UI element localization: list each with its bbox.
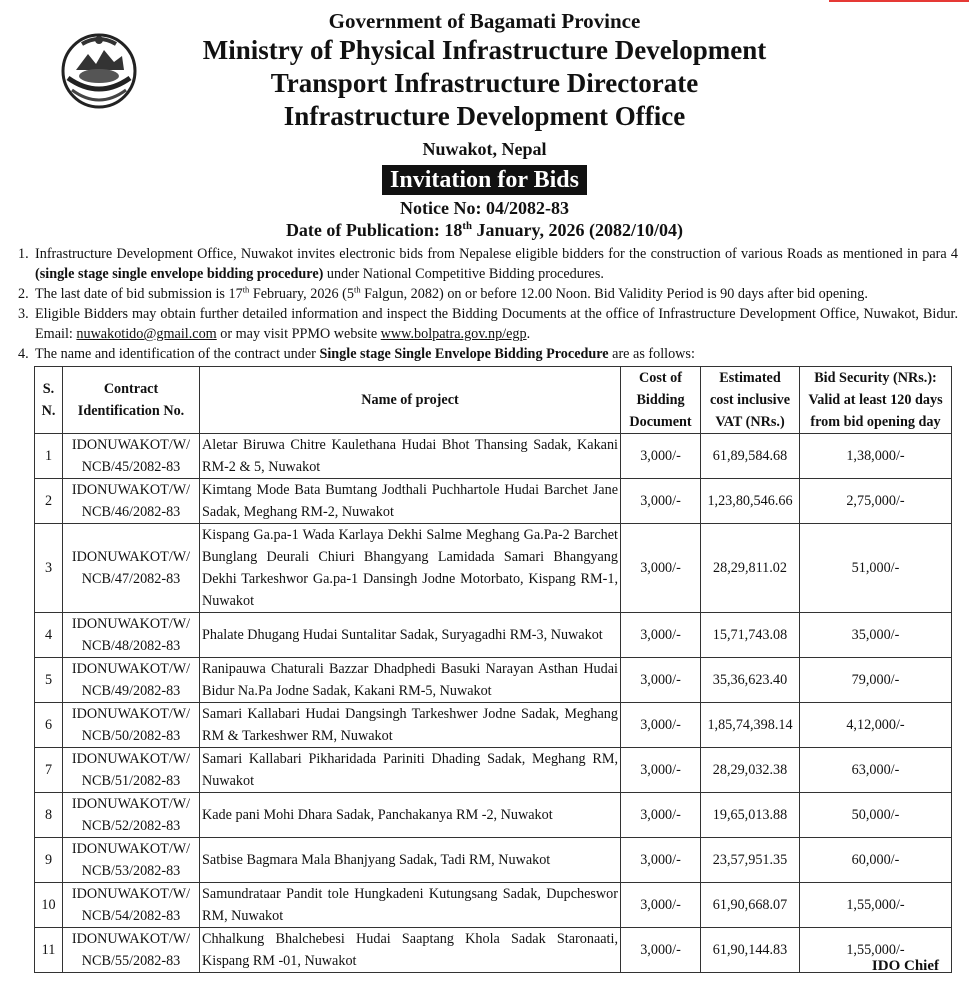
cell-project-name: Ranipauwa Chaturali Bazzar Dhadphedi Basuki Narayan Asthan Hudai Bidur Na.Pa Jodne Sadak, Kakani RM-5, Nuwakot	[200, 658, 621, 703]
cell-sn: 7	[35, 748, 63, 793]
email-link[interactable]: nuwakotido@gmail.com	[76, 326, 217, 342]
cell-bid-security: 2,75,000/-	[800, 479, 952, 524]
table-row	[35, 748, 952, 793]
cell-contract-id: IDONUWAKOT/W/ NCB/53/2082-83	[63, 838, 200, 883]
cell-estimated-cost: 23,57,951.35	[701, 838, 800, 883]
cell-contract-id: IDONUWAKOT/W/ NCB/52/2082-83	[63, 793, 200, 838]
cell-sn: 5	[35, 658, 63, 703]
table-row	[35, 524, 952, 613]
cell-project-name: Samari Kallabari Hudai Dangsingh Tarkeshwer Jodne Sadak, Meghang RM & Tarkeshwer RM, Nuwakot	[200, 703, 621, 748]
cell-estimated-cost: 28,29,032.38	[701, 748, 800, 793]
ministry-name: Ministry of Physical Infrastructure Development	[202, 35, 767, 65]
table-row	[35, 928, 952, 973]
cell-bid-security: 4,12,000/-	[800, 703, 952, 748]
cell-estimated-cost: 15,71,743.08	[701, 613, 800, 658]
cell-project-name: Kispang Ga.pa-1 Wada Karlaya Dekhi Salme Meghang Ga.Pa-2 Barchet Bunglang Deurali Chiuri Bhangyang Lamidada Samari Bhangyang Dekhi Tarkeshwor Ga.pa-1 Dansingh Jodne Motorbato, Kispang RM-1, Nuwakot	[200, 524, 621, 613]
paragraph-2: 2. The last date of bid submission is 17th February, 2026 (5th Falgun, 2082) on or before 12.00 Noon. Bid Validity Period is 90 days after bid opening.	[18, 284, 868, 302]
cell-bid-security: 1,38,000/-	[800, 434, 952, 479]
cell-estimated-cost: 35,36,623.40	[701, 658, 800, 703]
cell-doc-cost: 3,000/-	[621, 434, 701, 479]
cell-bid-security: 1,55,000/-	[800, 883, 952, 928]
cell-sn: 10	[35, 883, 63, 928]
cell-sn: 8	[35, 793, 63, 838]
cell-sn: 2	[35, 479, 63, 524]
cell-estimated-cost: 1,85,74,398.14	[701, 703, 800, 748]
cell-sn: 9	[35, 838, 63, 883]
cell-estimated-cost: 61,89,584.68	[701, 434, 800, 479]
table-row	[35, 658, 952, 703]
cell-contract-id: IDONUWAKOT/W/ NCB/49/2082-83	[63, 658, 200, 703]
table-row	[35, 479, 952, 524]
cell-estimated-cost: 1,23,80,546.66	[701, 479, 800, 524]
cell-project-name: Kade pani Mohi Dhara Sadak, Panchakanya RM -2, Nuwakot	[200, 793, 621, 838]
cell-sn: 3	[35, 524, 63, 613]
paragraph-3: 3. Eligible Bidders may obtain further detailed information and inspect the Bidding Documents at the office of Infrastructure Development Office, Nuwakot, Bidur. Email: nuwakotido@gmail.com or may visit PPMO website www.bolpatra.gov.np/egp.	[18, 306, 958, 342]
document-title: Invitation for Bids	[382, 165, 587, 195]
office-name: Infrastructure Development Office	[283, 101, 686, 131]
directorate-name: Transport Infrastructure Directorate	[270, 68, 699, 98]
table-body	[35, 434, 952, 973]
cell-doc-cost: 3,000/-	[621, 658, 701, 703]
header-contract-id: Contract Identification No.	[63, 367, 200, 434]
cell-sn: 4	[35, 613, 63, 658]
cell-contract-id: IDONUWAKOT/W/ NCB/47/2082-83	[63, 524, 200, 613]
cell-doc-cost: 3,000/-	[621, 524, 701, 613]
cell-project-name: Phalate Dhugang Hudai Suntalitar Sadak, Suryagadhi RM-3, Nuwakot	[200, 613, 621, 658]
signatory: IDO Chief	[871, 958, 939, 974]
cell-contract-id: IDONUWAKOT/W/ NCB/51/2082-83	[63, 748, 200, 793]
table-row	[35, 883, 952, 928]
cell-contract-id: IDONUWAKOT/W/ NCB/48/2082-83	[63, 613, 200, 658]
cell-bid-security: 79,000/-	[800, 658, 952, 703]
cell-sn: 6	[35, 703, 63, 748]
cell-project-name: Samari Kallabari Pikharidada Pariniti Dhading Sadak, Meghang RM, Nuwakot	[200, 748, 621, 793]
cell-contract-id: IDONUWAKOT/W/ NCB/45/2082-83	[63, 434, 200, 479]
header-bid-security: Bid Security (NRs.): Valid at least 120 days from bid opening day	[800, 367, 952, 434]
cell-project-name: Kimtang Mode Bata Bumtang Jodthali Puchhartole Hudai Barchet Jane Sadak, Meghang RM-2, Nuwakot	[200, 479, 621, 524]
table-row	[35, 703, 952, 748]
letterhead	[0, 8, 969, 241]
notice-number: Notice No: 04/2082-83	[400, 198, 569, 218]
cell-bid-security: 63,000/-	[800, 748, 952, 793]
cell-sn: 1	[35, 434, 63, 479]
paragraph-4: 4. The name and identification of the contract under Single stage Single Envelope Bidding Procedure are as follows:	[18, 346, 695, 362]
cell-bid-security: 35,000/-	[800, 613, 952, 658]
cell-doc-cost: 3,000/-	[621, 883, 701, 928]
cell-contract-id: IDONUWAKOT/W/ NCB/54/2082-83	[63, 883, 200, 928]
table-row	[35, 434, 952, 479]
corner-accent	[829, 0, 969, 2]
cell-estimated-cost: 61,90,668.07	[701, 883, 800, 928]
cell-estimated-cost: 28,29,811.02	[701, 524, 800, 613]
cell-doc-cost: 3,000/-	[621, 748, 701, 793]
cell-doc-cost: 3,000/-	[621, 838, 701, 883]
notice-paragraphs	[18, 244, 958, 364]
cell-contract-id: IDONUWAKOT/W/ NCB/55/2082-83	[63, 928, 200, 973]
cell-doc-cost: 3,000/-	[621, 613, 701, 658]
cell-estimated-cost: 61,90,144.83	[701, 928, 800, 973]
cell-sn: 11	[35, 928, 63, 973]
cell-bid-security: 51,000/-	[800, 524, 952, 613]
cell-project-name: Satbise Bagmara Mala Bhanjyang Sadak, Tadi RM, Nuwakot	[200, 838, 621, 883]
cell-doc-cost: 3,000/-	[621, 793, 701, 838]
cell-doc-cost: 3,000/-	[621, 479, 701, 524]
cell-estimated-cost: 19,65,013.88	[701, 793, 800, 838]
cell-doc-cost: 3,000/-	[621, 928, 701, 973]
table-header-row	[35, 367, 952, 434]
header-sn: S. N.	[35, 367, 63, 434]
header-doc-cost: Cost of Bidding Document	[621, 367, 701, 434]
cell-doc-cost: 3,000/-	[621, 703, 701, 748]
table-row	[35, 793, 952, 838]
header-project-name: Name of project	[200, 367, 621, 434]
cell-project-name: Chhalkung Bhalchebesi Hudai Saaptang Khola Sadak Staronaati, Kispang RM -01, Nuwakot	[200, 928, 621, 973]
cell-bid-security: 60,000/-	[800, 838, 952, 883]
government-name: Government of Bagamati Province	[328, 9, 641, 33]
cell-bid-security: 1,55,000/-	[800, 928, 952, 973]
table-row	[35, 613, 952, 658]
cell-contract-id: IDONUWAKOT/W/ NCB/46/2082-83	[63, 479, 200, 524]
office-location: Nuwakot, Nepal	[422, 139, 547, 159]
bids-table	[34, 366, 952, 973]
cell-bid-security: 50,000/-	[800, 793, 952, 838]
cell-project-name: Samundrataar Pandit tole Hungkadeni Kutungsang Sadak, Dupcheswor RM, Nuwakot	[200, 883, 621, 928]
cell-project-name: Aletar Biruwa Chitre Kaulethana Hudai Bhot Thansing Sadak, Kakani RM-2 & 5, Nuwakot	[200, 434, 621, 479]
website-link[interactable]: www.bolpatra.gov.np/egp	[380, 326, 527, 342]
publication-date: Date of Publication: 18th January, 2026 (2082/10/04)	[285, 220, 684, 240]
table-row	[35, 838, 952, 883]
paragraph-1: 1. Infrastructure Development Office, Nuwakot invites electronic bids from Nepalese eligible bidders for the construction of various Roads as mentioned in para 4 (single stage single envelope bidding procedure) under National Competitive Bidding procedures.	[18, 246, 958, 282]
cell-contract-id: IDONUWAKOT/W/ NCB/50/2082-83	[63, 703, 200, 748]
header-estimated-cost: Estimated cost inclusive VAT (NRs.)	[701, 367, 800, 434]
